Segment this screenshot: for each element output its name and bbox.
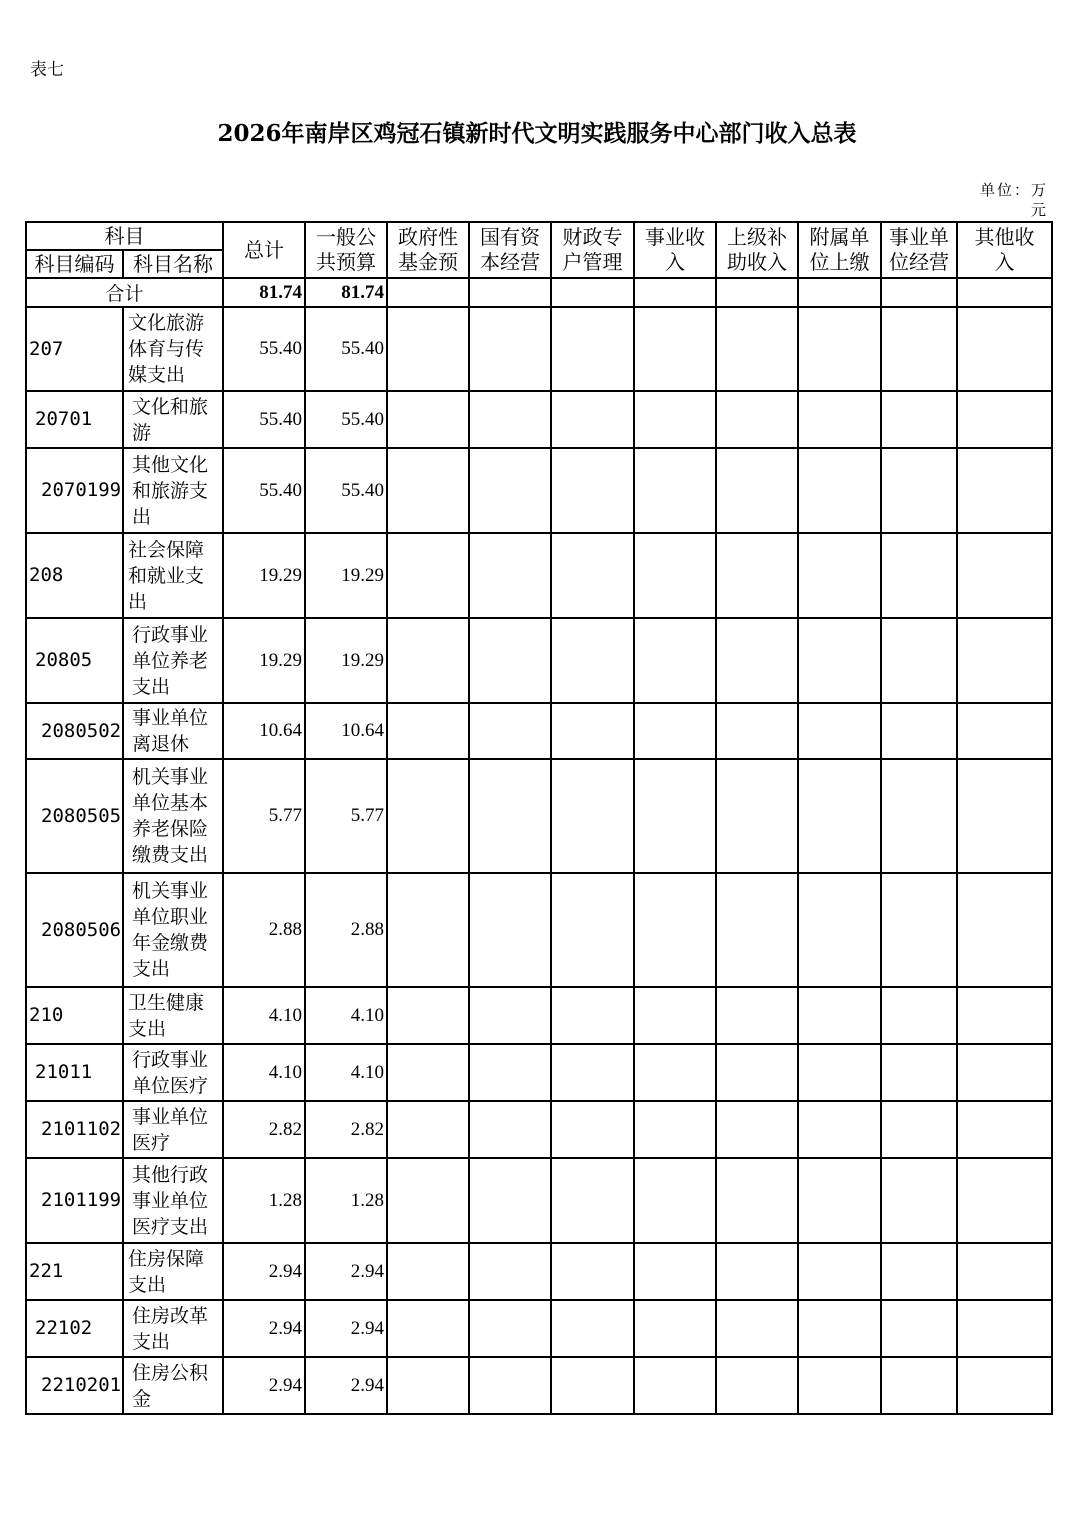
subject-name: 社会保障和就业支出 (123, 533, 223, 618)
subject-code: 221 (26, 1243, 123, 1300)
empty-cell (634, 703, 716, 759)
empty-cell (551, 873, 634, 987)
total-row (26, 278, 1052, 307)
empty-cell (798, 759, 881, 873)
row-total-amount: 2.88 (223, 873, 305, 987)
empty-cell (469, 1158, 551, 1243)
row-general-budget: 55.40 (305, 448, 387, 533)
empty-cell (881, 1243, 957, 1300)
empty-cell (957, 533, 1052, 618)
total-label: 合计 (26, 278, 223, 307)
empty-cell (387, 1357, 469, 1414)
empty-cell (957, 307, 1052, 391)
empty-cell (798, 1300, 881, 1357)
header-general-budget: 一般公共预算 (305, 222, 387, 278)
header-special-account: 财政专户管理 (551, 222, 634, 278)
header-gov-fund: 政府性基金预 (387, 222, 469, 278)
empty-cell (551, 1101, 634, 1158)
empty-cell (716, 1044, 798, 1101)
header-superior-subsidy: 上级补助收入 (716, 222, 798, 278)
total-general: 81.74 (305, 278, 387, 307)
empty-cell (716, 987, 798, 1044)
empty-cell (387, 307, 469, 391)
empty-cell (957, 1243, 1052, 1300)
empty-cell (551, 1300, 634, 1357)
row-total-amount: 4.10 (223, 987, 305, 1044)
empty-cell (881, 307, 957, 391)
empty-cell (387, 1158, 469, 1243)
total-cell (387, 278, 469, 307)
empty-cell (881, 759, 957, 873)
empty-cell (798, 1158, 881, 1243)
row-general-budget: 2.82 (305, 1101, 387, 1158)
empty-cell (957, 448, 1052, 533)
empty-cell (551, 307, 634, 391)
subject-name: 其他行政事业单位医疗支出 (123, 1158, 223, 1243)
empty-cell (551, 1243, 634, 1300)
empty-cell (551, 987, 634, 1044)
empty-cell (881, 1357, 957, 1414)
empty-cell (469, 533, 551, 618)
empty-cell (716, 391, 798, 448)
table-row (26, 1158, 1052, 1243)
empty-cell (957, 1044, 1052, 1101)
empty-cell (881, 618, 957, 703)
empty-cell (634, 618, 716, 703)
subject-code: 2080502 (26, 703, 123, 759)
empty-cell (469, 448, 551, 533)
empty-cell (798, 391, 881, 448)
subject-code: 20805 (26, 618, 123, 703)
empty-cell (716, 533, 798, 618)
empty-cell (387, 703, 469, 759)
empty-cell (551, 618, 634, 703)
empty-cell (387, 533, 469, 618)
empty-cell (469, 307, 551, 391)
empty-cell (716, 1158, 798, 1243)
header-subject: 科目 (26, 222, 223, 250)
empty-cell (798, 448, 881, 533)
row-general-budget: 55.40 (305, 391, 387, 448)
total-cell (634, 278, 716, 307)
empty-cell (716, 1357, 798, 1414)
empty-cell (469, 703, 551, 759)
table-row (26, 987, 1052, 1044)
empty-cell (469, 873, 551, 987)
subject-code: 22102 (26, 1300, 123, 1357)
empty-cell (957, 1300, 1052, 1357)
empty-cell (798, 987, 881, 1044)
empty-cell (634, 873, 716, 987)
table-row (26, 703, 1052, 759)
empty-cell (881, 1044, 957, 1101)
empty-cell (469, 618, 551, 703)
empty-cell (634, 1044, 716, 1101)
row-general-budget: 2.94 (305, 1357, 387, 1414)
empty-cell (551, 391, 634, 448)
subject-code: 2101199 (26, 1158, 123, 1243)
empty-cell (881, 1158, 957, 1243)
empty-cell (387, 391, 469, 448)
table-row (26, 1300, 1052, 1357)
table-row (26, 618, 1052, 703)
table-row (26, 873, 1052, 987)
empty-cell (716, 759, 798, 873)
row-general-budget: 2.88 (305, 873, 387, 987)
empty-cell (634, 307, 716, 391)
total-amount: 81.74 (223, 278, 305, 307)
row-general-budget: 19.29 (305, 618, 387, 703)
subject-name: 卫生健康支出 (123, 987, 223, 1044)
empty-cell (469, 759, 551, 873)
table-row (26, 1101, 1052, 1158)
header-other: 其他收入 (957, 222, 1052, 278)
table-row (26, 1044, 1052, 1101)
empty-cell (798, 1357, 881, 1414)
subject-name: 机关事业单位职业年金缴费支出 (123, 873, 223, 987)
empty-cell (551, 533, 634, 618)
document-label: 表七 (30, 60, 64, 80)
empty-cell (634, 1300, 716, 1357)
row-total-amount: 5.77 (223, 759, 305, 873)
row-general-budget: 1.28 (305, 1158, 387, 1243)
subject-name: 其他文化和旅游支出 (123, 448, 223, 533)
empty-cell (387, 618, 469, 703)
subject-code: 2101102 (26, 1101, 123, 1158)
row-total-amount: 2.94 (223, 1357, 305, 1414)
subject-code: 208 (26, 533, 123, 618)
empty-cell (957, 759, 1052, 873)
empty-cell (469, 391, 551, 448)
row-total-amount: 19.29 (223, 533, 305, 618)
empty-cell (881, 1101, 957, 1158)
row-total-amount: 1.28 (223, 1158, 305, 1243)
empty-cell (798, 533, 881, 618)
total-cell (881, 278, 957, 307)
empty-cell (798, 1243, 881, 1300)
row-general-budget: 2.94 (305, 1300, 387, 1357)
empty-cell (634, 391, 716, 448)
empty-cell (469, 1044, 551, 1101)
empty-cell (551, 1044, 634, 1101)
empty-cell (798, 1044, 881, 1101)
empty-cell (798, 1101, 881, 1158)
empty-cell (957, 1158, 1052, 1243)
empty-cell (634, 987, 716, 1044)
table-row (26, 533, 1052, 618)
empty-cell (387, 448, 469, 533)
row-total-amount: 55.40 (223, 448, 305, 533)
empty-cell (957, 703, 1052, 759)
header-subject-name: 科目名称 (123, 250, 223, 278)
header-subject-code: 科目编码 (26, 250, 123, 278)
row-general-budget: 19.29 (305, 533, 387, 618)
total-cell (798, 278, 881, 307)
empty-cell (881, 987, 957, 1044)
total-cell (551, 278, 634, 307)
empty-cell (716, 873, 798, 987)
subject-name: 住房保障支出 (123, 1243, 223, 1300)
empty-cell (957, 618, 1052, 703)
empty-cell (469, 1300, 551, 1357)
income-summary-table (25, 221, 1053, 1415)
empty-cell (957, 1357, 1052, 1414)
empty-cell (634, 1158, 716, 1243)
row-general-budget: 2.94 (305, 1243, 387, 1300)
subject-name: 文化旅游体育与传媒支出 (123, 307, 223, 391)
empty-cell (881, 448, 957, 533)
empty-cell (387, 1044, 469, 1101)
header-state-capital: 国有资本经营 (469, 222, 551, 278)
header-affiliated: 附属单位上缴 (798, 222, 881, 278)
table-row (26, 1243, 1052, 1300)
subject-code: 207 (26, 307, 123, 391)
row-general-budget: 4.10 (305, 987, 387, 1044)
subject-name: 机关事业单位基本养老保险缴费支出 (123, 759, 223, 873)
empty-cell (881, 1300, 957, 1357)
empty-cell (634, 759, 716, 873)
page-title: 2026年南岸区鸡冠石镇新时代文明实践服务中心部门收入总表 (217, 120, 857, 147)
table-row (26, 391, 1052, 448)
empty-cell (469, 1357, 551, 1414)
empty-cell (551, 448, 634, 533)
header-total: 总计 (223, 222, 305, 278)
empty-cell (881, 391, 957, 448)
empty-cell (716, 448, 798, 533)
total-cell (469, 278, 551, 307)
empty-cell (634, 1101, 716, 1158)
subject-name: 文化和旅游 (123, 391, 223, 448)
row-total-amount: 19.29 (223, 618, 305, 703)
empty-cell (634, 1243, 716, 1300)
empty-cell (551, 759, 634, 873)
empty-cell (551, 1158, 634, 1243)
header-operating: 事业单位经营 (881, 222, 957, 278)
subject-code: 2080506 (26, 873, 123, 987)
subject-name: 行政事业单位养老支出 (123, 618, 223, 703)
row-total-amount: 2.94 (223, 1300, 305, 1357)
subject-code: 210 (26, 987, 123, 1044)
empty-cell (634, 533, 716, 618)
empty-cell (469, 987, 551, 1044)
header-business-income: 事业收入 (634, 222, 716, 278)
row-general-budget: 10.64 (305, 703, 387, 759)
subject-name: 事业单位离退休 (123, 703, 223, 759)
empty-cell (634, 448, 716, 533)
row-total-amount: 10.64 (223, 703, 305, 759)
empty-cell (387, 1243, 469, 1300)
empty-cell (387, 759, 469, 873)
empty-cell (881, 703, 957, 759)
empty-cell (798, 618, 881, 703)
empty-cell (957, 873, 1052, 987)
empty-cell (551, 1357, 634, 1414)
empty-cell (634, 1357, 716, 1414)
row-general-budget: 55.40 (305, 307, 387, 391)
empty-cell (881, 533, 957, 618)
subject-name: 住房公积金 (123, 1357, 223, 1414)
empty-cell (469, 1101, 551, 1158)
empty-cell (716, 307, 798, 391)
empty-cell (387, 987, 469, 1044)
empty-cell (881, 873, 957, 987)
total-cell (716, 278, 798, 307)
table-row (26, 448, 1052, 533)
empty-cell (716, 618, 798, 703)
row-total-amount: 2.94 (223, 1243, 305, 1300)
row-total-amount: 55.40 (223, 391, 305, 448)
subject-name: 住房改革支出 (123, 1300, 223, 1357)
subject-name: 事业单位医疗 (123, 1101, 223, 1158)
empty-cell (716, 1101, 798, 1158)
empty-cell (957, 1101, 1052, 1158)
empty-cell (716, 1300, 798, 1357)
subject-name: 行政事业单位医疗 (123, 1044, 223, 1101)
empty-cell (798, 873, 881, 987)
empty-cell (798, 703, 881, 759)
empty-cell (551, 703, 634, 759)
row-total-amount: 2.82 (223, 1101, 305, 1158)
empty-cell (716, 1243, 798, 1300)
subject-code: 2210201 (26, 1357, 123, 1414)
subject-code: 21011 (26, 1044, 123, 1101)
row-general-budget: 5.77 (305, 759, 387, 873)
total-cell (957, 278, 1052, 307)
row-total-amount: 55.40 (223, 307, 305, 391)
row-total-amount: 4.10 (223, 1044, 305, 1101)
empty-cell (387, 1300, 469, 1357)
empty-cell (957, 987, 1052, 1044)
row-general-budget: 4.10 (305, 1044, 387, 1101)
empty-cell (798, 307, 881, 391)
empty-cell (387, 873, 469, 987)
unit-label: 单位：万元 (979, 181, 1048, 219)
table-row (26, 759, 1052, 873)
empty-cell (387, 1101, 469, 1158)
empty-cell (957, 391, 1052, 448)
subject-code: 20701 (26, 391, 123, 448)
table-row (26, 1357, 1052, 1414)
empty-cell (716, 703, 798, 759)
empty-cell (469, 1243, 551, 1300)
subject-code: 2070199 (26, 448, 123, 533)
subject-code: 2080505 (26, 759, 123, 873)
table-row (26, 307, 1052, 391)
